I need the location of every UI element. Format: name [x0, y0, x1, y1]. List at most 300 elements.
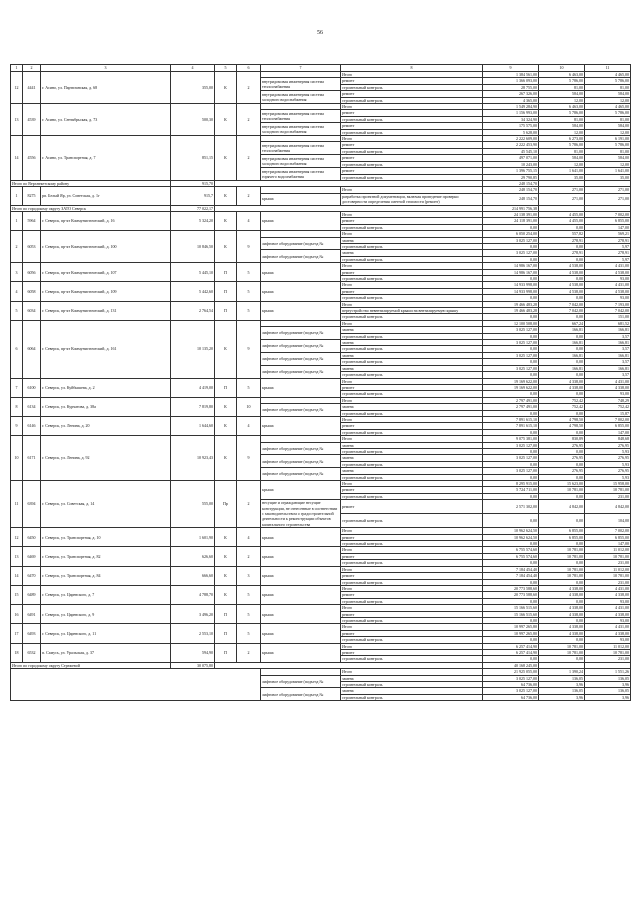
work-type: лифтовое оборудование (подъезд № [261, 675, 341, 688]
work-item: ремонт [341, 91, 483, 97]
work-item: строительный контроль [341, 359, 483, 365]
value-col-9: 1 366 093,00 [483, 78, 539, 84]
work-item: Итого [341, 301, 483, 307]
house-id: 6493 [23, 624, 41, 643]
repair-schedule-table [10, 64, 631, 701]
work-type: лифтовое оборудование (подъезд № [261, 327, 341, 340]
value-col-9: 0,00 [483, 656, 539, 662]
work-type: крыша [261, 528, 341, 547]
work-type: крыша [261, 416, 341, 435]
value-col-9: 6 050 254,00 [483, 231, 539, 237]
work-item: разработка проектной документации, включая проведение проверки достоверности определения сметной стоимости (ремонт) [341, 193, 483, 205]
column-number: 7 [261, 65, 341, 72]
work-item: Итого [341, 624, 483, 630]
work-item: строительный контроль [341, 333, 483, 339]
work-type: внутридомовая инженерная система холодного водоснабжения [261, 123, 341, 136]
value-col-9: 6 755 574,60 [483, 553, 539, 559]
value-col-9: 0,00 [483, 493, 539, 499]
value-col-11: 3,96 [585, 682, 631, 688]
work-type: крыша [261, 481, 341, 500]
house-address: г. Асино, ул. Сентябрьская, д. 73 [41, 104, 171, 136]
work-item: ремонт [341, 142, 483, 148]
house-area: 851,15 [171, 136, 215, 181]
value-col-10: 166,81 [539, 340, 585, 346]
work-item: строительный контроль [341, 514, 483, 528]
value-col-11: 4 538,00 [585, 269, 631, 275]
value-col-11: 3,57 [585, 372, 631, 378]
work-item: ремонт [341, 534, 483, 540]
value-col-9: 3 025 127,00 [483, 352, 539, 358]
floors: 5 [237, 263, 261, 282]
work-item: строительный контроль [341, 346, 483, 352]
value-col-11: 584,00 [585, 155, 631, 161]
value-col-10: 667,24 [539, 320, 585, 326]
value-col-9: 0,00 [483, 410, 539, 416]
value-col-9: 9 075 381,00 [483, 436, 539, 442]
value-col-10: 557,82 [539, 231, 585, 237]
work-item: Итого [341, 585, 483, 591]
value-col-11: 5,93 [585, 474, 631, 480]
value-col-9: 10 243,00 [483, 161, 539, 167]
row-number: 3 [11, 263, 23, 282]
work-item: Итого [341, 416, 483, 422]
house-id: 6064 [23, 320, 41, 378]
value-col-9: 7 891 615,10 [483, 423, 539, 429]
work-item: строительный контроль [341, 429, 483, 435]
value-col-11: 15 958,00 [585, 481, 631, 487]
value-col-11: 166,81 [585, 352, 631, 358]
value-col-10: 3,96 [539, 694, 585, 700]
work-item: Итого [341, 211, 483, 217]
house-address: г. Северск, пр-кт Коммунистический, д. 161 [41, 320, 171, 378]
value-col-10: 0,00 [539, 598, 585, 604]
work-item: строительный контроль [341, 129, 483, 135]
value-col-11: 4 465,00 [585, 104, 631, 110]
house-id: 8275 [23, 187, 41, 205]
value-col-10: 276,95 [539, 442, 585, 448]
row-number: 1 [11, 187, 23, 205]
value-col-11: 7 002,00 [585, 211, 631, 217]
value-col-11: 584,00 [585, 123, 631, 129]
value-col-11: 4 431,00 [585, 605, 631, 611]
house-address: г. Северск, ул. Курчатова, д. 38а [41, 397, 171, 416]
value-col-9: 4 365,00 [483, 97, 539, 103]
value-col-10: 584,00 [539, 91, 585, 97]
floors: 5 [237, 605, 261, 624]
house-area: 1 601,90 [171, 528, 215, 547]
value-col-10: 0,00 [539, 391, 585, 397]
floors: 9 [237, 320, 261, 378]
house-area: 3 496,20 [171, 605, 215, 624]
value-col-10: 0,00 [539, 256, 585, 262]
value-col-11: 11 012,00 [585, 566, 631, 572]
value-col-11: 6 191,00 [585, 136, 631, 142]
work-item: ремонт [341, 218, 483, 224]
value-col-11: 147,00 [585, 541, 631, 547]
row-number: 14 [11, 136, 23, 181]
work-type: лифтовое оборудование (подъезд № [261, 340, 341, 353]
value-col-10: 752,42 [539, 404, 585, 410]
work-type: лифтовое оборудование (подъезд № [261, 250, 341, 263]
value-col-10: 10 781,00 [539, 573, 585, 579]
value-col-9: 6 257 414,90 [483, 643, 539, 649]
work-item: Итого [341, 187, 483, 193]
value-col-11: 15,87 [585, 410, 631, 416]
value-col-10: 271,00 [539, 187, 585, 193]
work-item: замена [341, 237, 483, 243]
value-col-11: 7 002,00 [585, 528, 631, 534]
work-type: лифтовое оборудование (подъезд № [261, 404, 341, 417]
work-type: внутридомовая инженерная система холодного водоснабжения [261, 155, 341, 168]
house-id: 6532 [23, 643, 41, 662]
work-item: ремонт [341, 168, 483, 174]
value-col-10: 5 786,00 [539, 110, 585, 116]
house-area: 10 135,20 [171, 320, 215, 378]
row-number: 9 [11, 416, 23, 435]
value-col-9: 0,00 [483, 276, 539, 282]
value-col-10: 4 798,50 [539, 416, 585, 422]
value-col-11: 3,57 [585, 359, 631, 365]
value-col-9: 2 222 609,00 [483, 136, 539, 142]
total-label: Итого по городскому округу ЗАТО Северск [11, 205, 171, 211]
total-sum: 40 168 245,00 [483, 662, 539, 668]
value-col-10: 3,96 [539, 682, 585, 688]
value-col-11: 151,00 [585, 314, 631, 320]
work-item: ремонт [341, 384, 483, 390]
value-col-10: 0,00 [539, 579, 585, 585]
value-col-10: 4 338,00 [539, 624, 585, 630]
value-col-11: 3,96 [585, 694, 631, 700]
value-col-10: 276,95 [539, 468, 585, 474]
value-col-11: 136,05 [585, 688, 631, 694]
value-col-10: 0,00 [539, 314, 585, 320]
value-col-11: 1 641,00 [585, 168, 631, 174]
house-area: 5 324,20 [171, 211, 215, 230]
value-col-10: 0,00 [539, 461, 585, 467]
value-col-9: 1 156 993,00 [483, 110, 539, 116]
value-col-11: 4 338,00 [585, 630, 631, 636]
floors: 4 [237, 528, 261, 547]
value-col-9: 64 736,00 [483, 694, 539, 700]
work-item: ремонт [341, 269, 483, 275]
value-col-9: 5 724 711,00 [483, 487, 539, 493]
value-col-9: 24 138 391,00 [483, 211, 539, 217]
value-col-10: 752,42 [539, 397, 585, 403]
value-col-10: 10 781,00 [539, 643, 585, 649]
floors: 9 [237, 436, 261, 481]
work-type: лифтовое оборудование (подъезд № [261, 468, 341, 481]
house-area: 500,30 [171, 104, 215, 136]
value-col-9: 0,00 [483, 637, 539, 643]
wall-material: К [215, 136, 237, 181]
value-col-10: 0,00 [539, 541, 585, 547]
value-col-11: 5,97 [585, 256, 631, 262]
row-number: 12 [11, 72, 23, 104]
row-number: 17 [11, 624, 23, 643]
value-col-9: 1 384 561,00 [483, 72, 539, 78]
value-col-9: 0,00 [483, 461, 539, 467]
work-item: Итого [341, 136, 483, 142]
value-col-9: 3 025 127,00 [483, 468, 539, 474]
value-col-10: 4 842,00 [539, 500, 585, 514]
total-sum: 248 154,70 [483, 180, 539, 186]
value-col-10: 0,00 [539, 474, 585, 480]
work-item: Итого [341, 669, 483, 675]
house-address: п. Самусь, ул. Уральская, д. 37 [41, 643, 171, 662]
value-col-9: 0,00 [483, 617, 539, 623]
value-col-11: 4 338,00 [585, 384, 631, 390]
work-item: ремонт [341, 123, 483, 129]
value-col-11: 10 781,00 [585, 487, 631, 493]
value-col-10: 278,91 [539, 237, 585, 243]
row-number: 18 [11, 643, 23, 662]
row-number: 4 [11, 282, 23, 301]
house-id: 6058 [23, 282, 41, 301]
value-col-11: 93,00 [585, 598, 631, 604]
value-col-9: 0,00 [483, 391, 539, 397]
house-id: 6491 [23, 605, 41, 624]
house-id: 6450 [23, 528, 41, 547]
total-sum: 214 991 756,38 [483, 205, 539, 211]
work-type: крыша [261, 643, 341, 662]
value-col-10: 166,81 [539, 327, 585, 333]
value-col-11: 93,00 [585, 295, 631, 301]
value-col-11: 5,97 [585, 243, 631, 249]
value-col-9: 6 755 574,60 [483, 547, 539, 553]
value-col-11: 7 042,00 [585, 308, 631, 314]
work-item: Итого [341, 397, 483, 403]
work-item: строительный контроль [341, 174, 483, 180]
work-item: строительный контроль [341, 116, 483, 122]
value-col-11: 10 781,00 [585, 553, 631, 559]
value-col-10: 4 338,00 [539, 592, 585, 598]
house-id: 6489 [23, 585, 41, 604]
work-item: замена [341, 442, 483, 448]
work-item: ремонт [341, 500, 483, 514]
value-col-9: 7 184 454,40 [483, 573, 539, 579]
work-item: замена [341, 404, 483, 410]
value-col-9: 1 549 284,90 [483, 104, 539, 110]
value-col-11: 5 786,00 [585, 142, 631, 148]
value-col-11: 166,81 [585, 340, 631, 346]
house-address: г. Северск, ул. Куйбышева, д. 2 [41, 378, 171, 397]
value-col-11: 584,00 [585, 91, 631, 97]
work-type: внутридомовая инженерная система теплоснабжения [261, 78, 341, 91]
value-col-10: 6 273,00 [539, 136, 585, 142]
value-col-11: 276,95 [585, 468, 631, 474]
row-number: 13 [11, 104, 23, 136]
work-item: ремонт [341, 649, 483, 655]
work-type: крыша [261, 193, 341, 205]
value-col-10: 6 855,00 [539, 534, 585, 540]
value-col-9: 0,00 [483, 448, 539, 454]
wall-material: К [215, 320, 237, 378]
work-item: Итого [341, 104, 483, 110]
value-col-9: 0,00 [483, 256, 539, 262]
work-item: строительный контроль [341, 637, 483, 643]
value-col-11: 7 193,00 [585, 301, 631, 307]
house-id: 6394 [23, 481, 41, 528]
cell [11, 669, 261, 701]
house-area: 915,7 [171, 187, 215, 205]
value-col-11: 104,00 [585, 514, 631, 528]
value-col-10: 276,95 [539, 455, 585, 461]
value-col-9: 45 545,10 [483, 148, 539, 154]
work-item: строительный контроль [341, 148, 483, 154]
row-number: 15 [11, 585, 23, 604]
work-item: строительный контроль [341, 598, 483, 604]
total-area: 77 022,17 [171, 205, 215, 211]
total-label: Итого по Верхнекетскому району [11, 180, 171, 186]
value-col-11: 5 786,00 [585, 78, 631, 84]
house-address: г. Северск, пр-кт Коммунистический, д. 16 [41, 211, 171, 230]
house-id: 4539 [23, 104, 41, 136]
work-type: лифтовое оборудование (подъезд № [261, 442, 341, 455]
house-address: г. Северск, ул. Транспортная, д. 82 [41, 547, 171, 566]
row-number: 8 [11, 397, 23, 416]
work-item: строительный контроль [341, 84, 483, 90]
value-col-9: 267 326,00 [483, 91, 539, 97]
house-address: рп. Белый Яр, ул. Советская, д. 1г [41, 187, 171, 205]
work-item: замена [341, 455, 483, 461]
work-item: ремонт [341, 487, 483, 493]
house-id: 6053 [23, 231, 41, 263]
value-col-10: 4 338,00 [539, 605, 585, 611]
value-col-9: 19 466 483,28 [483, 308, 539, 314]
floors: 5 [237, 585, 261, 604]
value-col-10: 10 781,00 [539, 487, 585, 493]
column-number: 1 [11, 65, 23, 72]
value-col-11: 4 431,00 [585, 585, 631, 591]
wall-material: П [215, 301, 237, 320]
value-col-9: 64 736,00 [483, 682, 539, 688]
value-col-10: 4 538,00 [539, 269, 585, 275]
wall-material: П [215, 263, 237, 282]
value-col-11: 276,95 [585, 455, 631, 461]
value-col-11: 12,00 [585, 129, 631, 135]
value-col-10: 4 338,00 [539, 611, 585, 617]
row-number: 11 [11, 481, 23, 528]
house-id: 6470 [23, 566, 41, 585]
value-col-9: 14 933 998,00 [483, 282, 539, 288]
work-type: крыша [261, 605, 341, 624]
value-col-10: 830,89 [539, 436, 585, 442]
wall-material: П [215, 624, 237, 643]
work-item: ремонт [341, 611, 483, 617]
value-col-9: 175 575,00 [483, 123, 539, 129]
value-col-9: 29 790,85 [483, 174, 539, 180]
value-col-9: 0,00 [483, 346, 539, 352]
house-id: 6100 [23, 378, 41, 397]
value-col-11: 4 842,00 [585, 500, 631, 514]
value-col-9: 3 025 127,00 [483, 327, 539, 333]
house-id: 4441 [23, 72, 41, 104]
value-col-10: 166,81 [539, 365, 585, 371]
value-col-10: 81,00 [539, 116, 585, 122]
work-type: крыша [261, 282, 341, 301]
value-col-11: 10 781,00 [585, 573, 631, 579]
wall-material: П [215, 605, 237, 624]
work-item: строительный контроль [341, 314, 483, 320]
value-col-9: 1 396 755,15 [483, 168, 539, 174]
value-col-11: 6 855,00 [585, 423, 631, 429]
value-col-9: 0,00 [483, 579, 539, 585]
wall-material: К [215, 436, 237, 481]
work-item: замена [341, 365, 483, 371]
value-col-9: 0,00 [483, 224, 539, 230]
column-number: 6 [237, 65, 261, 72]
value-col-11: 93,00 [585, 617, 631, 623]
value-col-9: 10 997 265,80 [483, 630, 539, 636]
house-id: 6034 [23, 301, 41, 320]
wall-material: П [215, 282, 237, 301]
value-col-9: 2 797 491,00 [483, 404, 539, 410]
value-col-9: 10 962 624,50 [483, 528, 539, 534]
row-number: 5 [11, 301, 23, 320]
work-item: Итого [341, 320, 483, 326]
house-address: г. Северск, ул. Ленина, д. 92 [41, 436, 171, 481]
total-area: 30 075,80 [171, 662, 215, 668]
work-item: замена [341, 327, 483, 333]
value-col-10: 278,91 [539, 250, 585, 256]
value-col-9: 21 925 055,00 [483, 669, 539, 675]
value-col-11: 10 781,00 [585, 649, 631, 655]
value-col-9: 0,00 [483, 541, 539, 547]
value-col-9: 0,00 [483, 429, 539, 435]
value-col-9: 7 891 615,10 [483, 416, 539, 422]
value-col-10: 81,00 [539, 148, 585, 154]
table-row [11, 65, 631, 72]
value-col-9: 2 797 491,00 [483, 397, 539, 403]
value-col-10: 0,00 [539, 448, 585, 454]
house-address: г. Северск, ул. Царевского, д. 11 [41, 624, 171, 643]
value-col-11: 748,29 [585, 397, 631, 403]
value-col-9: 14 986 167,00 [483, 263, 539, 269]
column-number: 10 [539, 65, 585, 72]
house-area: 5 445,10 [171, 263, 215, 282]
work-item: строительный контроль [341, 656, 483, 662]
house-address: г. Северск, пр-кт Коммунистический, д. 107 [41, 263, 171, 282]
wall-material: К [215, 211, 237, 230]
house-address: г. Асино, ул. Партизанская, д. 68 [41, 72, 171, 104]
wall-material: К [215, 528, 237, 547]
work-item: замена [341, 340, 483, 346]
work-item: Итого [341, 378, 483, 384]
wall-material: К [215, 231, 237, 263]
value-col-10: 10 781,00 [539, 553, 585, 559]
work-item: замена [341, 250, 483, 256]
value-col-11: 93,00 [585, 637, 631, 643]
floors: 5 [237, 378, 261, 397]
value-col-10: 5 786,00 [539, 142, 585, 148]
work-item: строительный контроль [341, 224, 483, 230]
floors: 2 [237, 481, 261, 528]
value-col-10: 4 538,00 [539, 263, 585, 269]
house-address: г. Северск, ул. Царевского, д. 7 [41, 585, 171, 604]
floors: 2 [237, 187, 261, 205]
house-address: г. Северск, ул. Транспортная, д. 10 [41, 528, 171, 547]
work-item: строительный контроль [341, 372, 483, 378]
value-col-10: 0,00 [539, 410, 585, 416]
work-item: строительный контроль [341, 694, 483, 700]
value-col-11: 4 431,00 [585, 378, 631, 384]
column-number: 2 [23, 65, 41, 72]
house-address: г. Асино, ул. Транспортная, д. 7 [41, 136, 171, 181]
value-col-9: 0,00 [483, 359, 539, 365]
value-col-9: 248 154,70 [483, 187, 539, 193]
value-col-11: 81,00 [585, 116, 631, 122]
row-number: 7 [11, 378, 23, 397]
